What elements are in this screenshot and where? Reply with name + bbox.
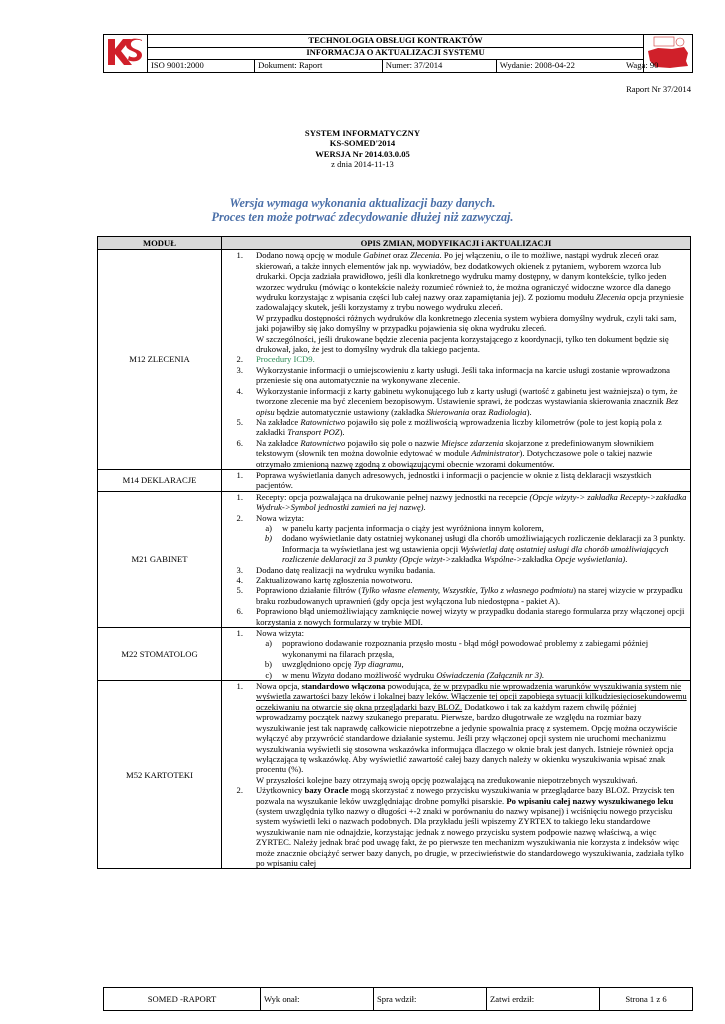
table-row (98, 628, 691, 681)
doc-number: Numer: 37/2014 (382, 60, 496, 73)
weight-label: Waga: 90 (626, 60, 659, 70)
header-title-2: INFORMACJA O AKTUALIZACJI SYSTEMU (148, 47, 644, 60)
module-m12-changes (222, 250, 691, 470)
list-item: 1. Recepty: opcja pozwalająca na drukowanie pełnej nazwy jednostki na recepcie (Opcje wizyty-> zakładka Recepty->zakładka Wydruk->Symbol jednostki zamień na jej nazwę). (236, 491, 687, 513)
doc-title (0, 128, 725, 170)
sub-item: b) dodano wyświetlanie daty ostatniej wykonanej usługi dla chorób umożliwiających rozliczenie deklaracji za 3 punkty. Informacja ta wyświetlana jest wg ustawienia opcji Wyświetlaj datę ostatniej usługi dla chorób umożliwiających rozliczenie deklaracji za 3 punkty (Opcje wizyt->zakładka Wspólne->zakładka Opcje wyświetlania). (264, 533, 686, 565)
changes-table (97, 236, 691, 869)
list-item: 2. Procedury ICD9. (236, 354, 315, 365)
company-logo (104, 35, 148, 73)
module-m14-changes (222, 469, 691, 491)
iso-label: ISO 9001:2000 (148, 60, 255, 73)
footer-page-number: Strona 1 z 6 (600, 988, 693, 1011)
list-item: 2. Użytkownicy bazy Oracle mogą skorzystać z nowego przycisku wyszukiwania w przeglądarce bazy BLOZ. Przycisk ten pozwala na wyszukanie leków uwzględniając drobne pomyłki pisarskie. Po wpisaniu całej nazwy wyszukiwanego leku (system uwzględnia tylko nazwy o długości +-2 znaki w porównaniu do nazwy wpisanej) i wciśnięciu nowego przycisku system wyświetli leki o nazwach podobnych. Dla przykładu jeśli wpiszemy ZYRTEX to takiego leku standardowe wyszukiwanie nam nie odnajdzie, korzystając jednak z nowego przycisku system podpowie nazwę właściwą, a więc ZYRTEC. Należy jednak brać pod uwagę fakt, że po pierwsze ten mechanizm wyszukiwania nie korzysta z indeksów więc może znacznie obciążyć serwer bazy danych, po drugie, w przeciwieństwie do standardowego wyszukiwania, zadziała tylko po wpisaniu całej (236, 785, 684, 868)
list-item-paragraph: W przyszłości kolejne bazy otrzymają swoją opcję pozwalającą na zredukowanie niepotrzebnych wyszukiwań. (256, 774, 638, 785)
title-line-4: z dnia 2014-11-13 (331, 159, 394, 170)
table-row (98, 469, 691, 491)
footer-doc-name: SOMED -RAPORT (104, 988, 261, 1011)
list-item: 5. Na zakładce Ratownictwo pojawiło się pole z możliwością wprowadzenia liczby kilometrów (pole to jest kopią pola z zakładki Transport POZ). (236, 416, 662, 438)
warning-line-2: Proces ten może potrwać zdecydowanie dłużej niż zazwyczaj. (211, 210, 514, 224)
list-item: 6. Na zakładce Ratownictwo pojawiło się pole o nazwie Miejsce zdarzenia skojarzone z predefiniowanym słownikiem tekstowym (słownik ten można dowolnie edytować w module Administrator). Dotychczasowe pole o takiej nazwie otrzymało zmienioną nazwę zgodną z obowiązującymi obecnie wzorami dokumentów. (236, 437, 654, 469)
module-m14: M14 DEKLARACJE (98, 469, 222, 491)
document-footer (103, 987, 693, 1011)
column-header-description: OPIS ZMIAN, MODYFIKACJI i AKTUALIZACJI (222, 237, 691, 250)
list-item: 1. Nowa opcja, standardowo włączona powodująca, że w przypadku nie wprowadzenia warunków wyszukiwania system nie wyświetla zawartości bazy leków i lokalnej bazy leków. Włączenie tej opcji zapobiega sytuacji kilkudziesięciosekundowemu oczekiwaniu na otwarcie się okna przeglądarki bazy BLOZ. Dodatkowo i tak za każdym razem chwilę później wprowadzamy początek nazwy szukanego preparatu. Pierwsze, bardzo długotrwałe ze względu na rozmiar bazy wyszukiwanie jest tak naprawdę całkowicie niepotrzebne a jedynie spowalnia pracę z systemem. Opcję można oczywiście wyłączyć aby przywrócić standardowe działanie systemu. Jeśli przy włączonej opcji system nie uruchomi mechanizmu wyszukiwania wyświetli się stosowna wskazówka informująca dlaczego w oknie brak jest danych. Istnieje również opcja wyłączająca tę wskazówkę. Aby wyświetlić zawartość całej bazy danych należy w okienku wyszukiwania wpisać znak procentu (%). (236, 681, 687, 775)
doc-edition: Wydanie: 2008-04-22 (496, 60, 643, 73)
list-item-paragraph: W przypadku dostępności różnych wydruków dla konkretnego zlecenia system wybiera domyślny wydruk, czyli taki sam, jaki pojawiłby się jako domyślny w przypadku pojawienia się okna wydruku zleceń. (256, 312, 677, 334)
sub-item: c) w menu Wizyta dodano możliwość wydruku Oświadczenia (Załącznik nr 3). (265, 669, 545, 680)
ks-logo-icon (104, 35, 147, 69)
module-m22-changes (222, 628, 691, 681)
list-item: 1. Nowa wizyta: (236, 628, 304, 639)
table-row (98, 681, 691, 869)
module-m22: M22 STOMATOLOG (98, 628, 222, 681)
footer-checked-by: Spra wdził: (374, 988, 487, 1011)
update-warning (0, 196, 725, 224)
title-line-2: KS-SOMED'2014 (329, 138, 396, 149)
table-row (98, 491, 691, 627)
report-number: Raport Nr 37/2014 (626, 84, 691, 94)
module-m52-changes (222, 681, 691, 869)
module-m52: M52 KARTOTEKI (98, 681, 222, 869)
footer-approved-by: Zatwi erdził: (487, 988, 600, 1011)
list-item: 3. Dodano datę realizacji na wydruku wyniku badania. (236, 564, 436, 575)
list-item: 2. Nowa wizyta: (236, 512, 304, 523)
header-title-1: TECHNOLOGIA OBSŁUGI KONTRAKTÓW (148, 35, 644, 48)
list-item: 4. Wykorzystanie informacji z karty gabinetu wykonującego lub z karty usługi (wartość z gabinetu jest ważniejsza) o tym, że tworzone zlecenie ma być zleceniem bezopisowym. Ustawienie sprawi, że podczas wystawiania skierowania znacznik Bez opisu będzie automatycznie ustawiony (zakładka Skierowania oraz Radiologia). (236, 385, 679, 417)
list-item: 1. Poprawa wyświetlania danych adresowych, jednostki i informacji o pacjencie w oknie z listą deklaracji wszystkich pacjentów. (236, 469, 652, 491)
sub-item: a) poprawiono dodawanie rozpoznania przęsło mostu - błąd mógł powodować problemy z zabiegami później wykonanymi na filarach przęsła, (265, 638, 649, 659)
title-line-3: WERSJA Nr 2014.03.0.05 (315, 148, 410, 159)
list-item: 3. Wykorzystanie informacji o umiejscowieniu z karty usługi. Jeśli taka informacja na karcie usługi zostanie wprowadzona przeniesie się ona automatycznie na wykonywane zlecenie. (236, 364, 670, 386)
module-m21-changes (222, 491, 691, 627)
list-item: 1. Dodano nową opcję w module Gabinet oraz Zlecenia. Po jej włączeniu, o ile to możliwe, nastąpi wydruk zleceń oraz skierowań, a także innych elementów jak np. wywiadów, bez dodatkowych okienek z pytaniem, wyborem wzorca lub drukarki. Opcja zadziała prawidłowo, jeśli dla konkretnego wydruku mamy dostępny, w danym kontekście, tylko jeden wzorzec wydruku (mówiąc o kontekście należy rozumieć również to, że można ograniczyć widoczne wzorce dla danego wydruku korzystając z wpisania części lub całej nazwy oraz zapamiętania jej). Z poziomu modułu Zlecenia opcja przyniesie zadowalający skutek, jeśli korzystamy z trybu nowego wydruku zleceń. (236, 250, 684, 313)
warning-line-1: Wersja wymaga wykonania aktualizacji bazy danych. (229, 196, 496, 210)
list-item: 5. Poprawiono działanie filtrów (Tylko własne elementy, Wszystkie, Tylko z własnego podmiotu) na starej wizycie w przypadku braku rozbudowanych uprawnień (gdy opcja jest wyłączona lub niedostępna - pakiet A). (236, 585, 683, 606)
doc-type: Dokument: Raport (255, 60, 383, 73)
module-m12: M12 ZLECENIA (98, 250, 222, 470)
list-item-paragraph: W szczególności, jeśli drukowane będzie zlecenia pacjenta korzystającego z koordynacji, tylko ten dokument będzie się drukował, jako, że jest to domyślny wydruk dla takiego pacjenta. (256, 333, 669, 355)
sub-item: b) uwzględniono opcję Typ diagramu, (264, 659, 404, 670)
title-line-1: SYSTEM INFORMATYCZNY (304, 128, 421, 138)
column-header-module: MODUŁ (98, 237, 222, 250)
footer-performed-by: Wyk onał: (261, 988, 374, 1011)
list-item: 6. Poprawiono błąd uniemożliwiający zamknięcie nowej wizyty w przypadku dodania starego formularza przy włączonej opcji korzystania z nowych formularzy w trybie MDI. (236, 606, 685, 627)
table-row (98, 250, 691, 470)
sub-item: a) w panelu karty pacjenta informacja o ciąży jest wyróżniona innym kolorem, (265, 522, 544, 533)
list-item: 4. Zaktualizowano kartę zgłoszenia nowotworu. (236, 575, 413, 585)
module-m21: M21 GABINET (98, 491, 222, 627)
document-header (103, 34, 693, 73)
